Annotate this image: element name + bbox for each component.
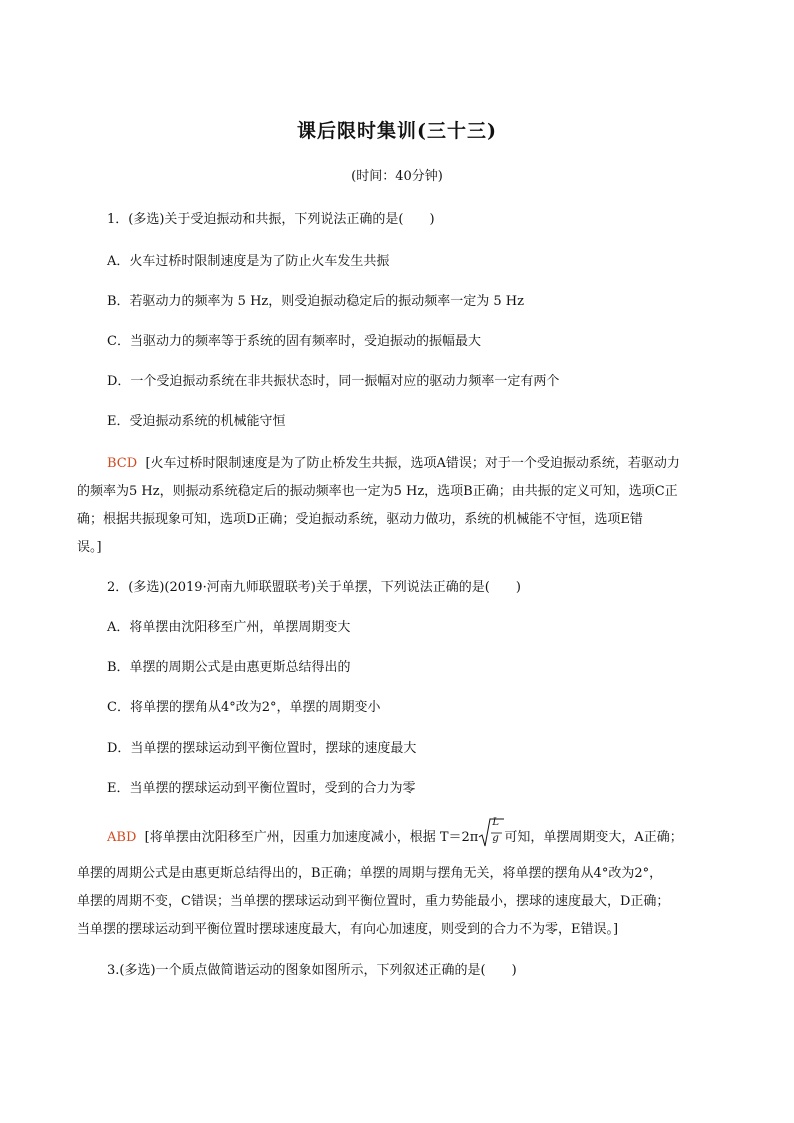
q1-option-b: B．若驱动力的频率为 5 Hz，则受迫振动稳定后的振动频率一定为 5 Hz: [107, 294, 524, 309]
q2-explanation-line-3: 单摆的周期不变，C错误；当单摆的摆球运动到平衡位置时，重力势能最小，摆球的速度最大，D正确；: [77, 894, 670, 909]
q2-explanation-text-1b: 可知，单摆周期变大，A正确；: [504, 830, 683, 845]
q2-option-b: B．单摆的周期公式是由惠更斯总结得出的: [107, 660, 351, 675]
q2-explanation-line-4: 当单摆的摆球运动到平衡位置时摆球速度最大，有向心加速度，则受到的合力不为零，E错误。]: [77, 922, 619, 937]
q2-explanation-line-2: 单摆的周期公式是由惠更斯总结得出的，B正确；单摆的周期与摆角无关，将单摆的摆角从4°改为2°，: [77, 866, 663, 881]
sqrt-l-over-g-formula: [478, 817, 504, 844]
q2-option-e: E．当单摆的摆球运动到平衡位置时，受到的合力为零: [107, 781, 416, 796]
q1-explanation-line-1: [107, 452, 680, 471]
q2-option-a: A．将单摆由沈阳移至广州，单摆周期变大: [107, 620, 351, 635]
formula-denominator: g: [492, 833, 499, 844]
q3-stem: 3.(多选)一个质点做简谐运动的图象如图所示，下列叙述正确的是( ): [107, 963, 517, 978]
q2-option-d: D．当单摆的摆球运动到平衡位置时，摆球的速度最大: [107, 741, 417, 756]
q1-stem: 1．(多选)关于受迫振动和共振，下列说法正确的是( ): [107, 212, 435, 227]
q1-option-e: E．受迫振动系统的机械能守恒: [107, 414, 286, 429]
q2-explanation-text-1a: [将单摆由沈阳移至广州，因重力加速度减小，根据 T＝2π: [144, 830, 479, 845]
q2-answer: ABD: [107, 830, 137, 845]
q1-explanation-line-3: 确；根据共振现象可知，选项D正确；受迫振动系统，驱动力做功，系统的机械能不守恒，选项E错: [77, 512, 643, 527]
q1-explanation-line-2: 的频率为5 Hz，则振动系统稳定后的振动频率也一定为5 Hz，选项B正确；由共振的定义可知，选项C正: [77, 484, 678, 499]
page-title: 课后限时集训(三十三): [297, 120, 497, 142]
q2-option-c: C．将单摆的摆角从4°改为2°，单摆的周期变小: [107, 700, 381, 715]
q1-option-d: D．一个受迫振动系统在非共振状态时，同一振幅对应的驱动力频率一定有两个: [107, 374, 560, 389]
q1-explanation-line-4: 误。]: [77, 540, 102, 555]
q2-explanation-line-1: [107, 817, 683, 845]
q1-answer: BCD: [107, 456, 138, 471]
time-limit: (时间：40分钟): [351, 169, 443, 184]
q2-stem: 2．(多选)(2019·河南九师联盟联考)关于单摆，下列说法正确的是( ): [107, 580, 521, 595]
q1-option-a: A．火车过桥时限制速度是为了防止火车发生共振: [107, 254, 390, 269]
q1-option-c: C．当驱动力的频率等于系统的固有频率时，受迫振动的振幅最大: [107, 334, 481, 349]
q1-explanation-text-1: [火车过桥时限制速度是为了防止桥发生共振，选项A错误；对于一个受迫振动系统，若驱动力: [145, 456, 680, 471]
formula-numerator: L: [492, 817, 499, 828]
